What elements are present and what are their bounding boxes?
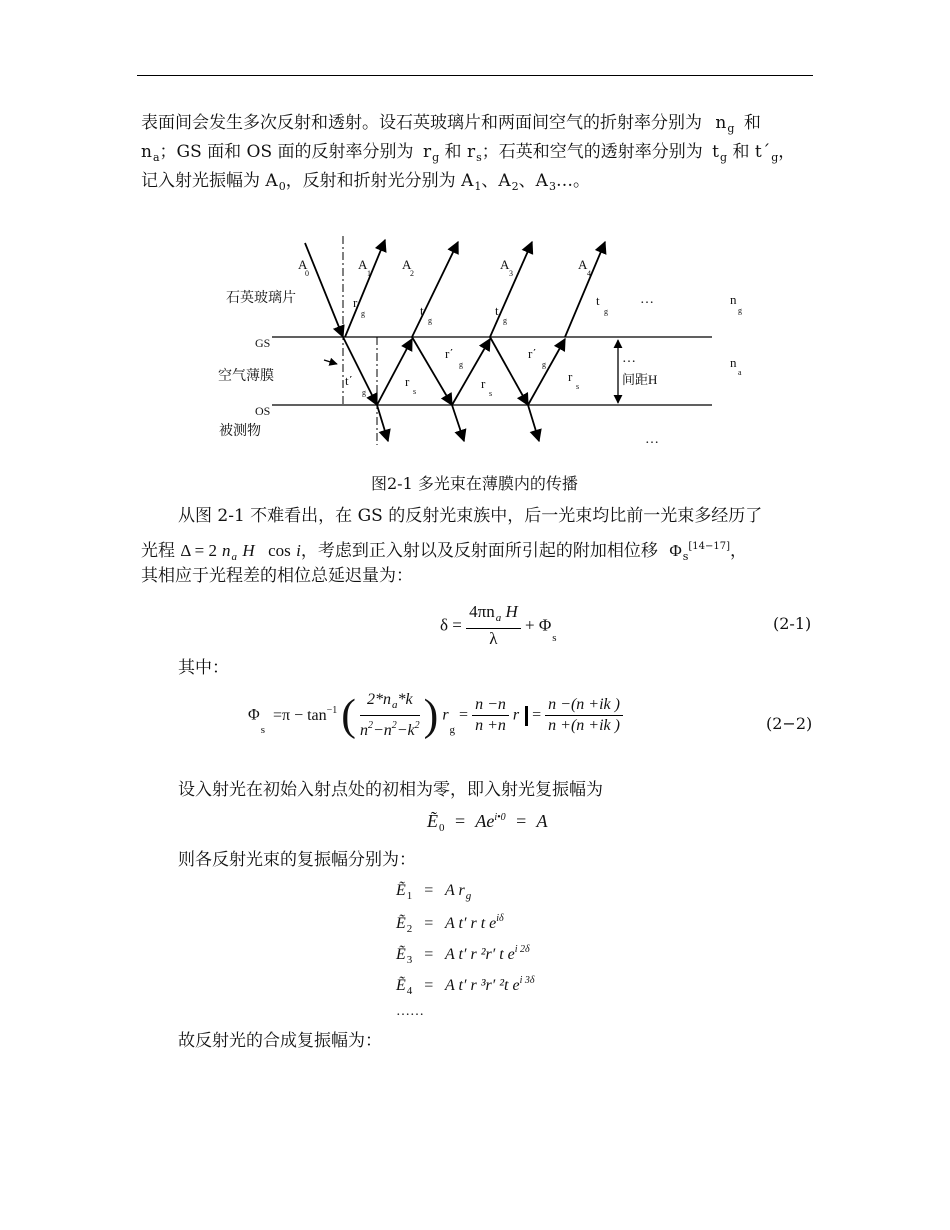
svg-text:2: 2 [410, 269, 414, 278]
reflected-amplitude-more: …… [396, 1004, 424, 1019]
para1-line1: 表面间会发生多次反射和透射。设石英玻璃片和两面间空气的折射率分别为 $n_g$ 和 [141, 113, 761, 135]
label-ng: n [730, 292, 737, 307]
label-a2: A [402, 257, 412, 272]
figure-caption: 图2-1 多光束在薄膜内的传播 [371, 474, 578, 493]
label-tg-1: t [420, 303, 424, 318]
label-a1: A [358, 257, 368, 272]
label-rprime-2: r΄ [528, 346, 537, 361]
svg-text:g: g [738, 306, 742, 315]
svg-text:g: g [459, 360, 463, 369]
svg-text:g: g [604, 307, 608, 316]
svg-text:a: a [738, 368, 742, 377]
svg-text:s: s [489, 389, 493, 398]
object-ray-3 [528, 405, 539, 441]
svg-text:4: 4 [587, 269, 591, 278]
para5-text: 故反射光的合成复振幅为： [178, 1031, 382, 1051]
para1-line2: $n_a$；GS 面和 OS 面的反射率分别为 $r_g$ 和 $r_s$；石英和空气的透射率分别为 $t_g$ 和 $t΄_g$， [141, 142, 796, 164]
svg-text:g: g [361, 309, 365, 318]
label-rs-3: r [568, 369, 573, 384]
label-rprime-1: r΄ [445, 346, 454, 361]
label-gs: GS [255, 336, 271, 350]
svg-text:1: 1 [367, 269, 371, 278]
svg-text:g: g [362, 388, 366, 397]
para2-line3: 其相应于光程差的相位总延迟量为： [141, 566, 413, 586]
equation-2-1-number: (2-1) [773, 614, 812, 633]
label-a3: A [500, 257, 510, 272]
label-os: OS [255, 404, 271, 418]
reflected-ray-1 [345, 240, 385, 337]
label-rs-2: r [481, 376, 486, 391]
film-ray-down-1 [343, 337, 377, 405]
equation-2-2-number: (2−2) [766, 714, 813, 733]
object-ray-2 [452, 405, 464, 441]
reflected-ray-3 [490, 242, 532, 337]
label-object: 被测物 [219, 424, 261, 439]
label-na: n [730, 355, 737, 370]
para4-text: 则各反射光束的复振幅分别为： [178, 850, 416, 870]
svg-text:g: g [503, 316, 507, 325]
label-gap: 间距H [622, 372, 658, 387]
label-ellipsis-2: … [622, 351, 636, 366]
svg-text:3: 3 [509, 269, 513, 278]
label-tg-2: t [495, 303, 499, 318]
label-rs-1: r [405, 374, 410, 389]
svg-text:0: 0 [305, 269, 309, 278]
label-quartz: 石英玻璃片 [226, 291, 296, 306]
qizhong-text: 其中： [178, 658, 229, 678]
film-ray-down-3 [490, 337, 528, 405]
pointer-arrow [324, 360, 337, 364]
label-tprime: t΄ [345, 373, 353, 388]
label-tg-3: t [596, 293, 600, 308]
equation-2-2: $\Phi_s =\pi - \tan^{-1}$ ( $\frac{2*n_a*k}{n^2-n^2-k^2}$ ) $r_g$ = $\frac{n -n}{n +n}$ r = $\frac{n -(n +ik )}{n +(n +ik )}$ [248, 690, 623, 741]
incident-ray [305, 243, 343, 337]
equation-initial-amplitude: Ẽ$_0$ = $Ae^{i•0} = A$ [427, 811, 548, 834]
reflected-amplitude-4: Ẽ$_4$ = A t′ r ³r′ ²t $e^{i 3\delta}$ [396, 975, 535, 997]
multi-beam-figure [0, 0, 950, 470]
reflected-ray-2 [412, 242, 458, 337]
svg-text:g: g [542, 360, 546, 369]
reflected-amplitude-3: Ẽ$_3$ = A t′ r ²r′ t $e^{i 2\delta}$ [396, 944, 530, 966]
label-airfilm: 空气薄膜 [218, 369, 274, 384]
object-ray-1 [377, 405, 388, 441]
para1-line3: 记入射光振幅为 $A_0$，反射和折射光分别为 $A_1$、$A_2$、$A_3\dots$。 [141, 171, 590, 193]
reflected-amplitude-1: Ẽ$_1$ = A $r_g$ [396, 882, 472, 902]
label-ellipsis-3: … [645, 432, 659, 447]
para2-line1: 从图 2-1 不难看出，在 GS 的反射光束族中，后一光束均比前一光束多经历了 [178, 506, 763, 526]
reflected-amplitude-2: Ẽ$_2$ = A t′ r t $e^{i\delta}$ [396, 913, 504, 935]
svg-text:g: g [428, 316, 432, 325]
label-ellipsis-1: … [640, 292, 654, 307]
para3-text: 设入射光在初始入射点处的初相为零，即入射光复振幅为 [178, 780, 603, 800]
para2-line2: 光程 Δ = 2 $n_a$ H cos i，考虑到正入射以及反射面所引起的附加相位移 $\Phi_s[14-17]$， [141, 541, 748, 563]
label-a0: A [298, 257, 308, 272]
svg-text:s: s [576, 382, 580, 391]
label-rg: r [353, 295, 358, 310]
label-a4: A [578, 257, 588, 272]
film-ray-up-2 [452, 339, 493, 405]
film-ray-up-1 [377, 339, 412, 405]
svg-text:s: s [413, 387, 417, 396]
equation-2-1: δ = $\frac{4\pi n_a H}{\lambda}$ + $\Phi_s$ [440, 602, 557, 648]
